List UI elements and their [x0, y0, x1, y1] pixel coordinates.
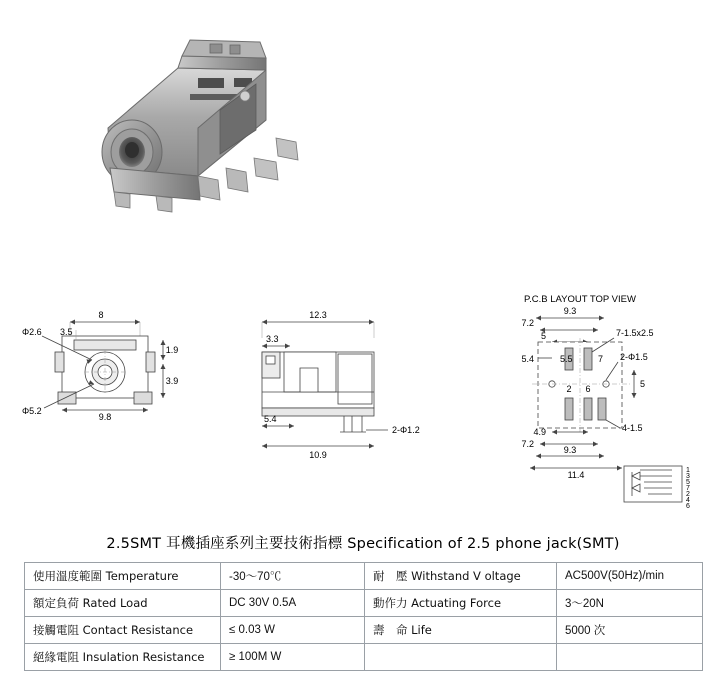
svg-text:6: 6: [686, 503, 690, 510]
svg-text:8: 8: [98, 310, 104, 320]
spec-label: 絕緣電阻 Insulation Resistance: [25, 644, 221, 671]
svg-text:12.3: 12.3: [309, 310, 327, 320]
spec-value: ≥ 100M W: [221, 644, 365, 671]
svg-text:P.C.B LAYOUT TOP VIEW: P.C.B LAYOUT TOP VIEW: [524, 294, 636, 305]
svg-text:3.9: 3.9: [165, 376, 179, 386]
spec-label: 耐 壓 Withstand V oltage: [365, 563, 557, 590]
table-row: [25, 563, 703, 590]
svg-text:7-1.5x2.5: 7-1.5x2.5: [616, 328, 654, 338]
svg-text:10.9: 10.9: [309, 450, 327, 460]
svg-text:7: 7: [598, 354, 604, 364]
svg-text:2-Φ1.2: 2-Φ1.2: [392, 425, 420, 435]
svg-text:5.4: 5.4: [264, 414, 277, 424]
product-photo: [70, 18, 320, 218]
svg-text:1: 1: [686, 467, 690, 474]
svg-text:11.4: 11.4: [567, 470, 585, 480]
spec-caption: [0, 532, 726, 553]
engineering-drawings: [0, 280, 726, 520]
spec-label: 額定負荷 Rated Load: [25, 590, 221, 617]
svg-text:3.5: 3.5: [60, 327, 73, 337]
svg-text:Φ5.2: Φ5.2: [22, 406, 42, 416]
spec-value: 5000 次: [557, 617, 703, 644]
spec-table: [24, 562, 703, 671]
spec-table-wrap: [24, 562, 702, 671]
spec-value: DC 30V 0.5A: [221, 590, 365, 617]
table-row: [25, 590, 703, 617]
spec-value: AC500V(50Hz)/min: [557, 563, 703, 590]
svg-text:9.3: 9.3: [563, 445, 577, 455]
spec-label: [365, 644, 557, 671]
svg-text:3.3: 3.3: [266, 334, 279, 344]
svg-text:7.2: 7.2: [521, 439, 534, 449]
svg-text:Φ2.6: Φ2.6: [22, 327, 42, 337]
svg-text:4: 4: [686, 497, 690, 504]
svg-text:2-Φ1.5: 2-Φ1.5: [620, 352, 648, 362]
svg-text:1.9: 1.9: [165, 345, 179, 355]
svg-text:7: 7: [686, 485, 690, 492]
spec-caption-text: 2.5SMT 耳機插座系列主要技術指標 Specification of 2.5 phone jack(SMT): [106, 536, 620, 552]
svg-text:5: 5: [640, 379, 646, 389]
spec-label: 使用溫度範圍 Temperature: [25, 563, 221, 590]
svg-text:6: 6: [585, 384, 591, 394]
spec-value: -30～70℃: [221, 563, 365, 590]
svg-text:5.4: 5.4: [521, 354, 534, 364]
spec-label: 壽 命 Life: [365, 617, 557, 644]
svg-text:4-1.5: 4-1.5: [622, 423, 643, 433]
spec-label: 動作力 Actuating Force: [365, 590, 557, 617]
svg-text:2: 2: [566, 384, 572, 394]
svg-text:5.5: 5.5: [560, 354, 573, 364]
table-row: [25, 644, 703, 671]
spec-label: 接觸電阻 Contact Resistance: [25, 617, 221, 644]
svg-text:5: 5: [540, 331, 546, 341]
spec-value: ≤ 0.03 W: [221, 617, 365, 644]
svg-text:9.8: 9.8: [98, 412, 112, 422]
svg-text:4.9: 4.9: [533, 427, 546, 437]
svg-text:9.3: 9.3: [563, 306, 577, 316]
svg-text:7.2: 7.2: [521, 318, 534, 328]
spec-value: [557, 644, 703, 671]
svg-text:5: 5: [686, 479, 690, 486]
table-row: [25, 617, 703, 644]
spec-value: 3～20N: [557, 590, 703, 617]
svg-text:3: 3: [686, 473, 690, 480]
svg-text:2: 2: [686, 491, 690, 498]
